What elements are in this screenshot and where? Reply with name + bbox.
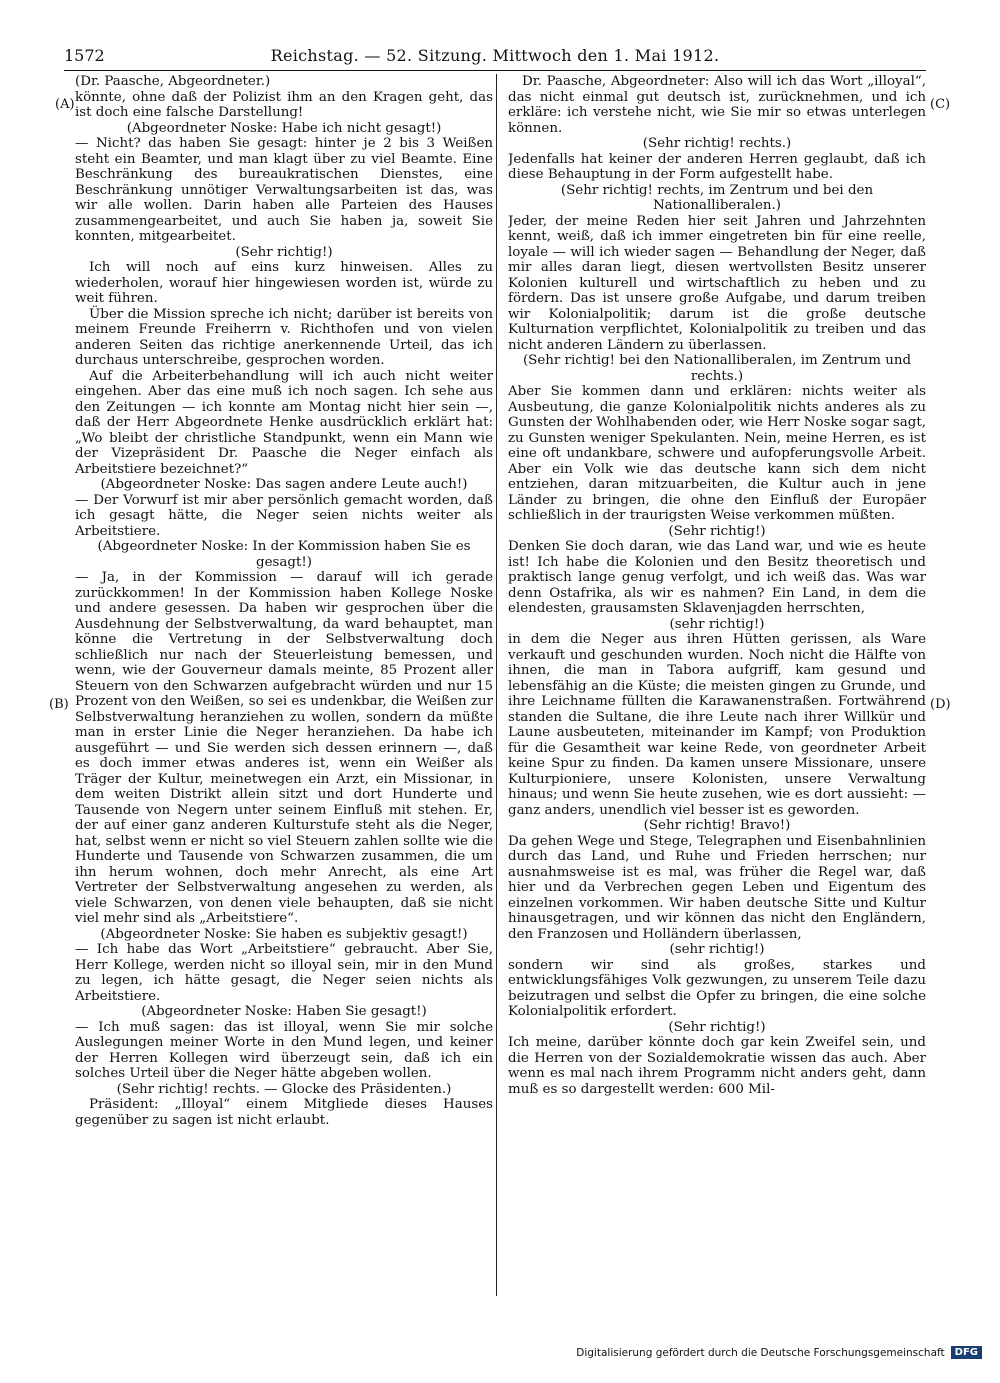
interjection: (Sehr richtig! rechts, im Zentrum und bei den Nationalliberalen.) bbox=[560, 182, 874, 213]
paragraph: Da gehen Wege und Stege, Telegraphen und Eisenbahnlinien durch das Land, und Ruhe und Frieden herrschen; nur ausnahmsweise ist es mal, was früher die Regel war, daß hier und da Verbrechen gegen Leben und Eigentum des einzelnen vorkommen. Wir haben deutsche Sitte und Kultur hinausgetragen, und wir können das nicht den Engländern, den Franzosen und Holländern überlassen, bbox=[508, 833, 926, 942]
paragraph: Auf die Arbeiterbehandlung will ich auch nicht weiter eingehen. Aber das eine muß ich noch sagen. Ich sehe aus den Zeitungen — ich konnte am Montag nicht hier sein —, daß der Herr Abgeordnete Henke ausdrücklich erklärt hat: „Wo bleibt der christliche Standpunkt, wenn ein Mann wie der Vizepräsident Dr. Paasche die Neger einfach als Arbeitstiere bezeichnet?“ bbox=[75, 368, 493, 477]
interjection: (sehr richtig!) bbox=[669, 942, 765, 957]
interjection: (Abgeordneter Noske: Haben Sie gesagt!) bbox=[141, 1004, 427, 1019]
column-divider bbox=[496, 74, 497, 1296]
paragraph: Denken Sie doch daran, wie das Land war, und wie es heute ist! Ich habe die Kolonien und den Besitz theoretisch und praktisch lange genug verfolgt, und ich weiß das. Was war denn Ostafrika, als wir es nahmen? Ein Land, in dem die elendesten, grausamsten Sklavenjagden herrschten, bbox=[508, 539, 926, 616]
paragraph: Dr. Paasche, Abgeordneter: Also will ich das Wort „illoyal“, das nicht einmal gut deutsch ist, zurücknehmen, und ich erkläre: ich verstehe nicht, wie Sie mir so etwas unterlegen können. bbox=[508, 74, 926, 136]
footer bbox=[576, 1346, 982, 1359]
interjection: (Sehr richtig!) bbox=[235, 244, 333, 260]
left-column bbox=[75, 74, 493, 1296]
margin-mark-a: (A) bbox=[55, 97, 75, 112]
paragraph: Aber Sie kommen dann und erklären: nichts weiter als Ausbeutung, die ganze Kolonialpolitik nichts anderes als zu Gunsten der Wohlhabenden oder, wie Herr Noske sogar sagt, zu Gunsten weniger Spekulanten. Nein, meine Herren, es ist eine oft undankbare, schwere und aufopferungsvolle Arbeit. Aber ein Volk wie das deutsche kann sich dem nicht entziehen, daran mitzuarbeiten, die Kultur auch in jene Länder zu bringen, die ohne den Einfluß der Europäer schließlich in der traurigsten Weise verkommen müßten. bbox=[508, 384, 926, 523]
running-head: Reichstag. — 52. Sitzung. Mittwoch den 1. Mai 1912. bbox=[270, 46, 720, 65]
paragraph: — Der Vorwurf ist mir aber persönlich gemacht worden, daß ich gesagt hätte, die Neger seien nichts weiter als Arbeitstiere. bbox=[75, 492, 493, 539]
paragraph: Jedenfalls hat keiner der anderen Herren geglaubt, daß ich diese Behauptung in der Form aufgestellt habe. bbox=[508, 151, 926, 182]
page-header bbox=[64, 44, 926, 71]
paragraph: sondern wir sind als großes, starkes und entwicklungsfähiges Volk gezwungen, zu unserem Teile dazu beizutragen und selbst die Opfer zu bringen, die eine solche Kolonialpolitik erfordert. bbox=[508, 957, 926, 1019]
margin-mark-b: (B) bbox=[49, 697, 69, 712]
interjection: (Sehr richtig! rechts. — Glocke des Präsidenten.) bbox=[116, 1081, 452, 1097]
paragraph: — Nicht? das haben Sie gesagt: hinter je 2 bis 3 Weißen steht ein Beamter, und man klagt über zu viel Beamte. Eine Beschränkung des bureaukratischen Dienstes, eine Beschränkung unnötiger Verwaltungsarbeiten ist das, was wir alle wollen. Darin haben alle Parteien des Hauses zusammengearbeitet, und auch Sie haben ja, soweit Sie konnten, mitgearbeitet. bbox=[75, 136, 493, 244]
paragraph: in dem die Neger aus ihren Hütten gerissen, als Ware verkauft und geschunden wurden. Noch nicht die Hälfte von ihnen, die man in Tabora aufgriff, kam gesund und lebensfähig an die Küste; die meisten gingen zu Grunde, und ihre Leichname füllten die Karawanenstraßen. Fortwährend standen die Sultane, die ihre Leute nach ihrer Willkür und Laune ausbeuteten, miteinander im Kampf; von Produktion für die Gesamtheit war keine Rede, von geordneter Arbeit keine Spur zu finden. Da kamen unsere Missionare, unsere Kulturpioniere, unsere Kolonisten, unsere Verwaltung hinaus; und wenn Sie heute zusehen, wie es dort aussieht: — ganz anders, unendlich viel besser ist es geworden. bbox=[508, 632, 926, 818]
paragraph: — Ich muß sagen: das ist illoyal, wenn Sie mir solche Auslegungen meiner Worte in den Mund legen, und keiner der Herren Kollegen wird überzeugt sein, daß ich ein solches Urteil über die Neger hätte abgeben wollen. bbox=[75, 1019, 493, 1081]
interjection: (Sehr richtig!) bbox=[668, 1019, 766, 1035]
paragraph: — Ja, in der Kommission — darauf will ich gerade zurückkommen! In der Kommission haben Kollege Noske und andere gesessen. Da haben wir gesprochen über die Ausdehnung der Selbstverwaltung, da ward behauptet, man könne die Vertretung in der Selbstverwaltung doch schließlich nur nach der Steuerleistung bemessen, und wenn, wie der Gouverneur damals meinte, 85 Prozent aller Steuern von den Schwarzen aufgebracht würden und nur 15 Prozent von den Weißen, so sei es undenkbar, die Weißen zur Selbstverwaltung heranziehen zu wollen, sondern da müßte man in erster Linie die Neger heranziehen. Da habe ich ausgeführt — und Sie werden sich dessen erinnern —, daß es doch immer etwas anderes ist, wenn ein Weißer als Träger der Kultur, meinetwegen ein Arzt, ein Missionar, in dem weiten Distrikt allein sitzt und dort Hunderte und Tausende von Negern unter seinem Einfluß mit stehen. Er, der auf einer ganz anderen Kulturstufe steht als die Neger, hat, selbst wenn er nicht so viel Steuern zahlen sollte wie die Hunderte und Tausende von Schwarzen zusammen, die um ihn herum wohnen, doch mehr Anrecht, als eine Art Vertreter der Selbstverwaltung angesehen zu werden, als viele Schwarzen, von denen viele behaupten, daß sie nicht viel mehr sind als „Arbeitstiere“. bbox=[75, 570, 493, 926]
interjection: (Sehr richtig! bei den Nationalliberalen, im Zentrum und rechts.) bbox=[522, 353, 912, 384]
interjection: (Abgeordneter Noske: Das sagen andere Leute auch!) bbox=[100, 477, 468, 492]
paragraph: Ich meine, darüber könnte doch gar kein Zweifel sein, und die Herren von der Sozialdemokratie wissen das auch. Aber wenn es mal nach ihrem Programm nicht anders geht, dann muß es so dargestellt werden: 600 Mil- bbox=[508, 1035, 926, 1097]
paragraph: Präsident: „Illoyal“ einem Mitgliede dieses Hauses gegenüber zu sagen ist nicht erlaubt. bbox=[75, 1097, 493, 1128]
interjection: (Abgeordneter Noske: Sie haben es subjektiv gesagt!) bbox=[100, 926, 468, 942]
interjection: (Abgeordneter Noske: Habe ich nicht gesagt!) bbox=[126, 120, 442, 136]
interjection: (Sehr richtig!) bbox=[668, 523, 766, 539]
margin-mark-d: (D) bbox=[930, 697, 951, 712]
interjection: (sehr richtig!) bbox=[669, 616, 765, 632]
paragraph: — Ich habe das Wort „Arbeitstiere“ gebraucht. Aber Sie, Herr Kollege, werden nicht so illoyal sein, mir in den Mund zu legen, ich hätte gesagt, die Neger seien nichts als Arbeitstiere. bbox=[75, 942, 493, 1004]
page-number: 1572 bbox=[64, 46, 105, 65]
interjection: (Abgeordneter Noske: In der Kommission haben Sie es gesagt!) bbox=[97, 539, 471, 570]
paragraph: Über die Mission spreche ich nicht; darüber ist bereits von meinem Freunde Freiherrn v. Richthofen und von vielen anderen Seiten das richtige anerkennende Urteil, das ich durchaus unterschreibe, gesprochen worden. bbox=[75, 306, 493, 368]
right-column bbox=[508, 74, 926, 1296]
interjection: (Sehr richtig! Bravo!) bbox=[643, 818, 791, 833]
interjection: (Sehr richtig! rechts.) bbox=[642, 136, 792, 151]
paragraph: Jeder, der meine Reden hier seit Jahren und Jahrzehnten kennt, weiß, daß ich immer eingetreten bin für eine reelle, loyale — will ich wieder sagen — Behandlung der Neger, daß mir alles daran liegt, diesen wertvollsten Besitz unserer Kolonien kulturell und wirtschaftlich zu heben und zu fördern. Das ist unsere große Aufgabe, und darum treiben wir Kolonialpolitik; darum ist die große deutsche Kulturnation verpflichtet, Kolonialpolitik zu treiben und das nicht anderen Ländern zu überlassen. bbox=[508, 213, 926, 353]
speaker-heading: (Dr. Paasche, Abgeordneter.) bbox=[75, 74, 271, 89]
paragraph: Ich will noch auf eins kurz hinweisen. Alles zu wiederholen, worauf hier hingewiesen worden ist, würde zu weit führen. bbox=[75, 260, 493, 306]
margin-mark-c: (C) bbox=[930, 97, 951, 112]
footer-credit: Digitalisierung gefördert durch die Deutsche Forschungsgemeinschaft bbox=[576, 1346, 945, 1359]
paragraph: könnte, ohne daß der Polizist ihm an den Kragen geht, das ist doch eine falsche Darstellung! bbox=[75, 89, 493, 120]
dfg-logo: DFG bbox=[951, 1346, 982, 1359]
